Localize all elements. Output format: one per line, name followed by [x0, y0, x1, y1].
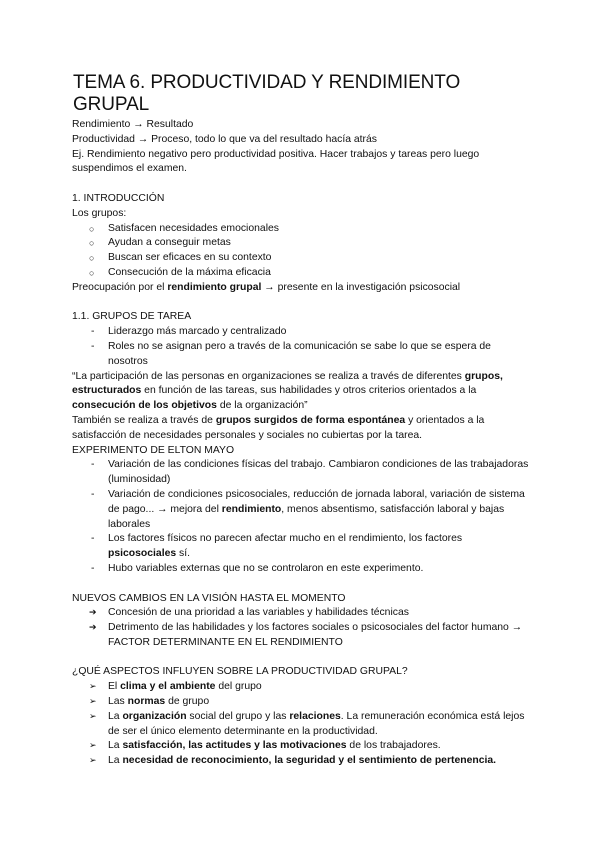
- experiment-list: [72, 458, 532, 576]
- quote-paragraph: “La participación de las personas en organizaciones se realiza a través de diferentes grupos, estructurados en función de las tareas, sus habilidades y otros criterios orientados a la consecución de los objetivos de la organización”: [72, 370, 503, 412]
- list-item: - Variación de las condiciones físicas del trabajo. Cambiaron condiciones de las trabajadoras (luminosidad): [72, 458, 532, 488]
- list-item: - Liderazgo más marcado y centralizado: [72, 325, 532, 340]
- list-item: ➢ La necesidad de reconocimiento, la seguridad y el sentimiento de pertenencia.: [72, 754, 532, 769]
- groups-list: [72, 222, 532, 281]
- section-heading-aspectos: ¿QUÉ ASPECTOS INFLUYEN SOBRE LA PRODUCTIVIDAD GRUPAL?: [72, 666, 408, 678]
- list-item: ○ Consecución de la máxima eficacia: [72, 266, 532, 281]
- list-item: ○ Ayudan a conseguir metas: [72, 236, 532, 251]
- section-heading-introduccion: 1. INTRODUCCIÓN: [72, 192, 165, 204]
- intro-line-1: Rendimiento → Resultado: [72, 119, 194, 130]
- list-item: ➢ El clima y el ambiente del grupo: [72, 680, 532, 695]
- list-item: ○ Buscan ser eficaces en su contexto: [72, 251, 532, 266]
- list-item: - Variación de condiciones psicosociales, reducción de jornada laboral, variación de sistema de pago... → mejora del rendimiento, menos absentismo, satisfacción laboral y bajas laborales: [72, 488, 532, 532]
- preocupacion-paragraph: Preocupación por el rendimiento grupal → presente en la investigación psicosocial: [72, 281, 461, 293]
- aspectos-list: [72, 680, 532, 769]
- list-item: ➔ Detrimento de las habilidades y los factores sociales o psicosociales del factor humano → FACTOR DETERMINANTE EN EL RENDIMIENTO: [72, 621, 532, 651]
- cambios-list: [72, 606, 532, 650]
- list-item: ➢ La organización social del grupo y las relaciones. La remuneración económica está lejos de ser el único elemento determinante en la productividad.: [72, 710, 532, 740]
- list-item: ➢ La satisfacción, las actitudes y las motivaciones de los trabajadores.: [72, 739, 532, 754]
- section-heading-grupos-tarea: 1.1. GRUPOS DE TAREA: [72, 311, 192, 323]
- tarea-list: [72, 325, 532, 369]
- intro-line-3: Ej. Rendimiento negativo pero productividad positiva. Hacer trabajos y tareas pero luego suspendimos el examen.: [72, 148, 480, 175]
- experiment-heading: EXPERIMENTO DE ELTON MAYO: [72, 444, 235, 456]
- intro-line-2: Productividad → Proceso, todo lo que va del resultado hacía atrás: [72, 133, 377, 145]
- list-item: - Roles no se asignan pero a través de la comunicación se sabe lo que se espera de nosotros: [72, 340, 532, 370]
- list-item: - Los factores físicos no parecen afectar mucho en el rendimiento, los factores psicosociales sí.: [72, 532, 532, 562]
- page-title: TEMA 6. PRODUCTIVIDAD Y RENDIMIENTO GRUPAL: [73, 72, 461, 115]
- tambien-paragraph: También se realiza a través de grupos surgidos de forma espontánea y orientados a la satisfacción de necesidades personales y sociales no cubiertas por la tarea.: [72, 414, 485, 441]
- section-subheading-grupos: Los grupos:: [72, 207, 127, 219]
- list-item: - Hubo variables externas que no se controlaron en este experimento.: [72, 562, 532, 577]
- list-item: ○ Satisfacen necesidades emocionales: [72, 222, 532, 237]
- document-page: [72, 72, 532, 769]
- section-heading-nuevos-cambios: NUEVOS CAMBIOS EN LA VISIÓN HASTA EL MOMENTO: [72, 592, 346, 604]
- list-item: ➢ Las normas de grupo: [72, 695, 532, 710]
- list-item: ➔ Concesión de una prioridad a las variables y habilidades técnicas: [72, 606, 532, 621]
